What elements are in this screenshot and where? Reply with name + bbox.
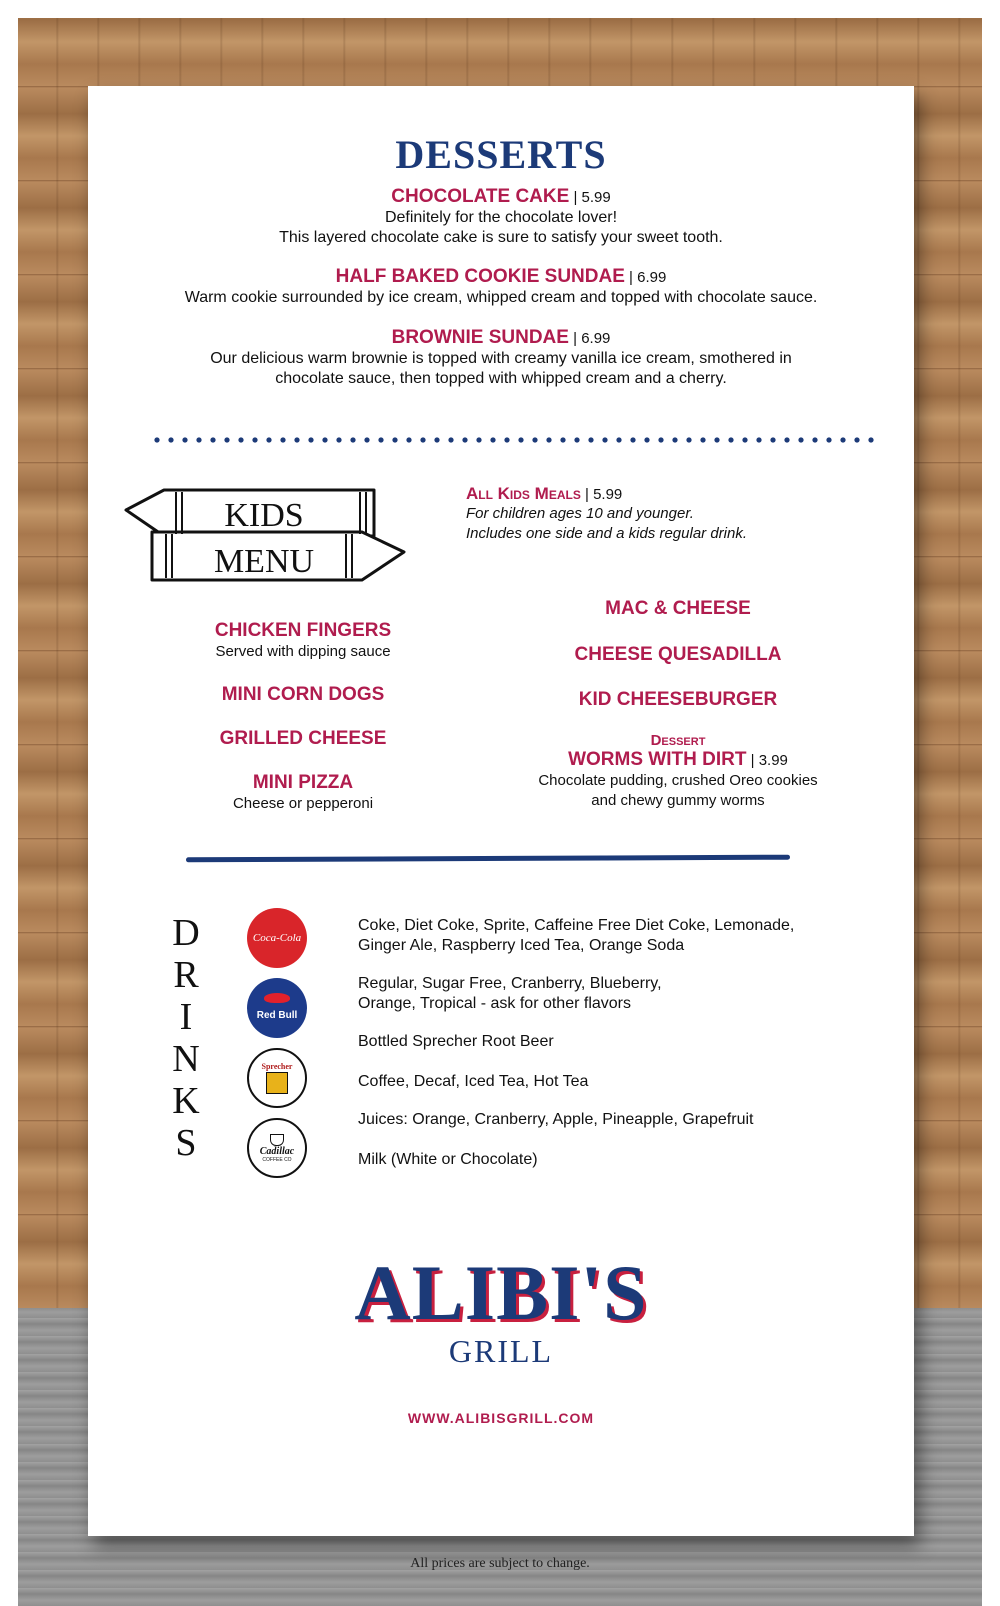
- red-bull-logo-text: Red Bull: [256, 1010, 298, 1021]
- drink-text: Ginger Ale, Raspberry Iced Tea, Orange Soda: [358, 937, 685, 954]
- website-link[interactable]: WWW.ALIBISGRILL.COM: [407, 1410, 595, 1426]
- drinks-letter: I: [179, 996, 193, 1038]
- kids-dessert-label: Dessert: [650, 732, 706, 749]
- red-bull-logo: [247, 978, 307, 1038]
- drinks-letter: K: [172, 1080, 200, 1122]
- drinks-letter: S: [175, 1122, 197, 1164]
- sprecher-logo-text: Sprecher: [261, 1062, 293, 1071]
- kids-logo-line1: KIDS: [224, 497, 304, 534]
- coca-cola-logo-text: Coca-Cola: [252, 932, 302, 944]
- kids-item: [178, 728, 428, 750]
- kids-dessert: Dessert WORMS WITH DIRT | 3.99 Chocolate pudding, crushed Oreo cookies and chewy gummy worms: [488, 732, 868, 811]
- drink-text: Coke, Diet Coke, Sprite, Caffeine Free Diet Coke, Lemonade,: [358, 917, 795, 934]
- dessert-price: 6.99: [637, 269, 667, 286]
- coffee-cup-icon: [270, 1134, 284, 1146]
- kids-item: [488, 689, 868, 711]
- kids-item: [488, 598, 868, 620]
- kids-item-desc: Cheese or pepperoni: [232, 795, 374, 812]
- section-divider: [186, 855, 790, 863]
- dessert-name: BROWNIE SUNDAE: [391, 327, 569, 348]
- kids-dessert-name: WORMS WITH DIRT: [568, 749, 747, 770]
- drink-list-item: [358, 1032, 878, 1052]
- kids-meal-info: All Kids Meals | 5.99 For children ages 10 and younger. Includes one side and a kids regular drink.: [466, 484, 866, 544]
- dotted-divider: [150, 436, 878, 444]
- crest-icon: [266, 1072, 288, 1094]
- kids-logo-line2: MENU: [213, 543, 315, 580]
- kids-item: [178, 772, 428, 814]
- all-kids-meals-label: All Kids Meals: [466, 484, 581, 503]
- cadillac-logo-sub: COFFEE CO: [262, 1156, 292, 1163]
- kids-note: Includes one side and a kids regular drink.: [466, 525, 748, 542]
- dessert-name: HALF BAKED COOKIE SUNDAE: [335, 266, 625, 287]
- kids-item-name: MINI CORN DOGS: [221, 684, 385, 705]
- cadillac-coffee-logo: [247, 1118, 307, 1178]
- kids-item-name: CHEESE QUESADILLA: [574, 644, 782, 665]
- drink-text: Orange, Tropical - ask for other flavors: [358, 995, 631, 1012]
- menu-sheet: [88, 86, 914, 1536]
- kids-item-name: CHICKEN FINGERS: [214, 620, 392, 641]
- kids-item-name: MAC & CHEESE: [605, 598, 751, 619]
- dessert-item: HALF BAKED COOKIE SUNDAE | 6.99 Warm cookie surrounded by ice cream, whipped cream and topped with chocolate sauce.: [88, 266, 914, 308]
- brand-name: ALIBI'S: [354, 1249, 648, 1336]
- drink-text: Regular, Sugar Free, Cranberry, Blueberry,: [358, 975, 662, 992]
- all-kids-meals-price: 5.99: [593, 486, 623, 503]
- drink-list-item: [358, 1110, 878, 1130]
- dessert-name: CHOCOLATE CAKE: [391, 186, 570, 207]
- kids-dessert-price: 3.99: [758, 752, 788, 769]
- kids-menu-logo: [124, 484, 414, 588]
- cadillac-logo-text: Cadillac: [259, 1145, 295, 1157]
- drinks-letter: N: [172, 1038, 200, 1080]
- dessert-desc: Definitely for the chocolate lover!: [384, 209, 618, 226]
- kids-item: [488, 644, 868, 666]
- dessert-desc: Our delicious warm brownie is topped with creamy vanilla ice cream, smothered in: [210, 350, 792, 367]
- coca-cola-logo: [247, 908, 307, 968]
- kids-item: [178, 684, 428, 706]
- kids-dessert-desc: and chewy gummy worms: [591, 792, 765, 809]
- drinks-heading: [166, 912, 206, 1164]
- sprecher-logo: [247, 1048, 307, 1108]
- drink-text: Milk (White or Chocolate): [358, 1151, 538, 1168]
- drink-list-item: [358, 1150, 878, 1170]
- desserts-title: DESSERTS: [395, 132, 607, 177]
- kids-dessert-desc: Chocolate pudding, crushed Oreo cookies: [538, 772, 818, 789]
- kids-item: [178, 620, 428, 662]
- drink-text: Bottled Sprecher Root Beer: [358, 1033, 554, 1050]
- dessert-desc: This layered chocolate cake is sure to satisfy your sweet tooth.: [279, 229, 723, 246]
- dessert-price: 5.99: [581, 189, 611, 206]
- kids-note: For children ages 10 and younger.: [466, 505, 694, 522]
- dessert-desc: Warm cookie surrounded by ice cream, whipped cream and topped with chocolate sauce.: [184, 289, 818, 306]
- dessert-item: CHOCOLATE CAKE | 5.99 Definitely for the chocolate lover! This layered chocolate cake is sure to satisfy your sweet tooth.: [88, 186, 914, 248]
- dessert-item: BROWNIE SUNDAE | 6.99 Our delicious warm brownie is topped with creamy vanilla ice cream, smothered in chocolate sauce, then topped with whipped cream and a cherry.: [88, 327, 914, 389]
- drinks-letter: R: [173, 954, 199, 996]
- brand-logo: [88, 1249, 914, 1369]
- drink-list-item: [358, 974, 878, 1014]
- price-disclaimer: All prices are subject to change.: [410, 1556, 590, 1571]
- drink-text: Coffee, Decaf, Iced Tea, Hot Tea: [358, 1073, 589, 1090]
- dessert-price: 6.99: [581, 330, 611, 347]
- crayon-icon: [124, 484, 414, 588]
- kids-item-name: GRILLED CHEESE: [219, 728, 387, 749]
- drink-list-item: [358, 916, 878, 956]
- kids-item-name: MINI PIZZA: [252, 772, 354, 793]
- kids-item-name: KID CHEESEBURGER: [578, 689, 778, 710]
- brand-subtitle: GRILL: [448, 1333, 554, 1369]
- dessert-desc: chocolate sauce, then topped with whipped cream and a cherry.: [275, 370, 727, 387]
- drink-text: Juices: Orange, Cranberry, Apple, Pineapple, Grapefruit: [358, 1111, 754, 1128]
- kids-item-desc: Served with dipping sauce: [215, 643, 391, 660]
- drinks-letter: D: [172, 912, 200, 954]
- bull-icon: [264, 993, 290, 1003]
- drink-list-item: [358, 1072, 878, 1092]
